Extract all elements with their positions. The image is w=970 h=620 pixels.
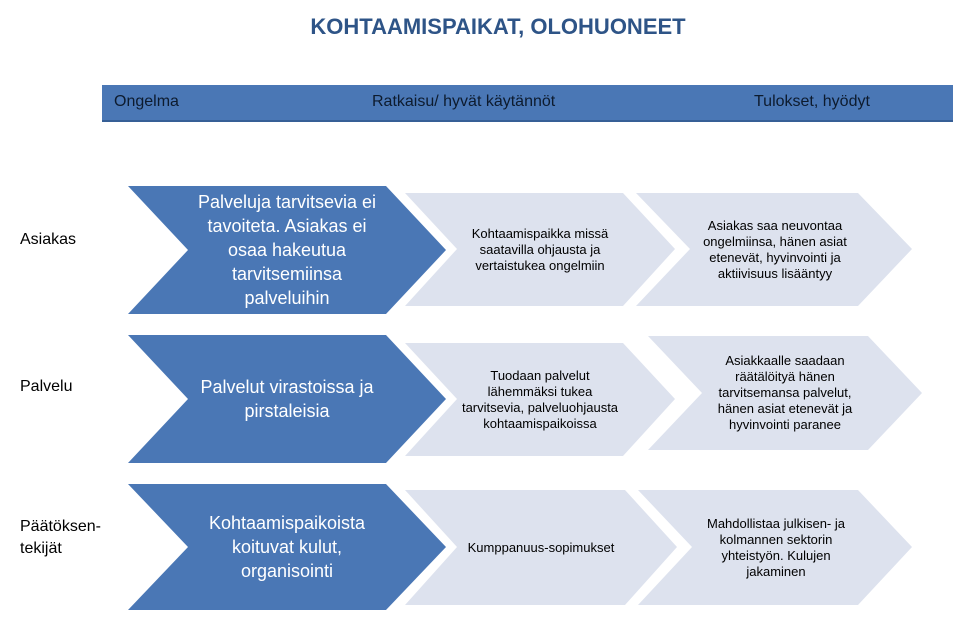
- result-text-asiakas: Asiakas saa neuvontaa ongelmiinsa, hänen asiat etenevät, hyvinvointi ja aktiivisuus lisääntyy: [703, 217, 847, 281]
- solution-text-asiakas: Kohtaamispaikka missä saatavilla ohjausta ja vertaistukea ongelmiin: [471, 225, 609, 273]
- problem-text-asiakas: Palveluja tarvitsevia ei tavoiteta. Asiakas ei osaa hakeutua tarvitsemiinsa palveluihin: [197, 192, 377, 308]
- result-chevron-paatoksentekijat: [638, 490, 912, 605]
- header-problem: Ongelma: [114, 93, 179, 110]
- column-header-bar: [102, 85, 953, 122]
- problem-text-paatoksentekijat: Kohtaamispaikoista koituvat kulut, organisointi: [208, 513, 366, 581]
- row-label-palvelu: Palvelu: [20, 378, 73, 395]
- solution-chevron-asiakas: [405, 193, 675, 306]
- solution-chevron-paatoksentekijat: [405, 490, 677, 605]
- result-text-paatoksentekijat: Mahdollistaa julkisen- ja kolmannen sektorin yhteistyön. Kulujen jakaminen: [706, 515, 845, 579]
- solution-text-paatoksentekijat: Kumppanuus-sopimukset: [467, 539, 615, 555]
- result-chevron-asiakas: [636, 193, 912, 306]
- header-results: Tulokset, hyödyt: [754, 93, 870, 110]
- header-solution: Ratkaisu/ hyvät käytännöt: [372, 93, 556, 110]
- problem-chevron-paatoksentekijat: [128, 484, 446, 610]
- solution-text-palvelu: Tuodaan palvelut lähemmäksi tukea tarvitsevia, palveluohjausta kohtaamispaikoissa: [461, 367, 619, 431]
- problem-chevron-palvelu: [128, 335, 446, 463]
- row-label-asiakas: Asiakas: [20, 231, 77, 248]
- page-title: KOHTAAMISPAIKAT, OLOHUONEET: [310, 14, 686, 39]
- problem-text-palvelu: Palvelut virastoissa ja pirstaleisia: [200, 377, 374, 421]
- result-chevron-palvelu: [648, 336, 922, 450]
- problem-chevron-asiakas: [128, 186, 446, 314]
- solution-chevron-palvelu: [405, 343, 675, 456]
- row-label-paatoksentekijat: Päätöksen-tekijät: [20, 518, 101, 557]
- result-text-palvelu: Asiakkaalle saadaan räätälöityä hänen tarvitsemansa palvelut, hänen asiat etenevät ja hyvinvointi paranee: [717, 353, 853, 432]
